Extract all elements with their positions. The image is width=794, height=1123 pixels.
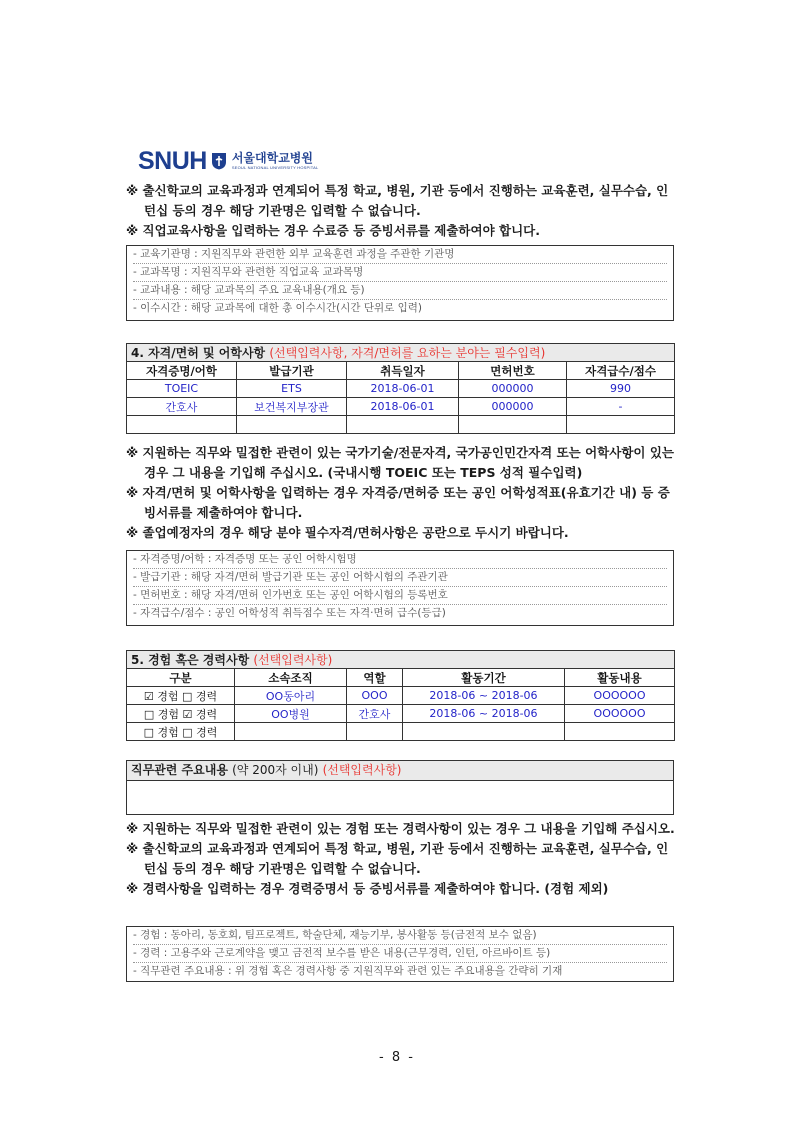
table-row xyxy=(127,398,675,416)
guide-line: - 자격급수/점수 : 공인 어학성적 취득점수 또는 자격·면허 급수(등급) xyxy=(133,604,667,622)
guide-line: - 경력 : 고용주와 근로계약을 맺고 금전적 보수를 받은 내용(근무경력, 인턴, 아르바이트 등) xyxy=(133,944,667,962)
table-cell[interactable]: OOOOOO xyxy=(565,687,675,705)
table-cell[interactable]: - xyxy=(567,398,675,416)
section-title-text: 4. 자격/면허 및 어학사항 xyxy=(131,346,266,360)
duty-content-box xyxy=(126,760,674,815)
note: ※ 직업교육사항을 입력하는 경우 수료증 등 증빙서류를 제출하여야 합니다. xyxy=(126,223,540,238)
table-cell[interactable] xyxy=(459,416,567,434)
guide-line: - 교육기관명 : 지원직무와 관련한 외부 교육훈련 과정을 주관한 기관명 xyxy=(133,248,455,260)
table-cell[interactable]: 2018-06-01 xyxy=(347,380,459,398)
column-header: 면허번호 xyxy=(459,362,567,380)
table-row xyxy=(127,723,675,741)
column-header: 활동내용 xyxy=(565,669,675,687)
column-header: 구분 xyxy=(127,669,235,687)
logo-name-ko: 서울대학교병원 xyxy=(231,151,313,165)
table-cell[interactable]: ETS xyxy=(237,380,347,398)
table-cell[interactable]: OO동아리 xyxy=(235,687,347,705)
guide-line: - 직무관련 주요내용 : 위 경험 혹은 경력사항 중 지원직무와 관련 있는 주요내용을 간략히 기재 xyxy=(133,962,667,980)
guide-line: - 교과내용 : 해당 교과목의 주요 교육내용(개요 등) xyxy=(133,281,667,299)
section-title-note: (선택입력사항) xyxy=(253,653,333,667)
section-title-note: (선택입력사항, 자격/면허를 요하는 분야는 필수입력) xyxy=(269,346,546,360)
column-header: 발급기관 xyxy=(237,362,347,380)
table-cell[interactable]: TOEIC xyxy=(127,380,237,398)
table-cell[interactable]: 000000 xyxy=(459,398,567,416)
table-cell[interactable]: 간호사 xyxy=(347,705,403,723)
duty-note: (선택입력사항) xyxy=(322,763,402,777)
table-cell[interactable] xyxy=(347,723,403,741)
column-header: 역할 xyxy=(347,669,403,687)
note: ※ 졸업예정자의 경우 해당 분야 필수자격/면허사항은 공란으로 두시기 바랍니다. xyxy=(126,525,569,540)
experience-table xyxy=(126,650,675,741)
duty-content-header xyxy=(127,761,673,781)
table-cell[interactable]: 2018-06-01 xyxy=(347,398,459,416)
guide-line: - 교과목명 : 지원직무와 관련한 직업교육 교과목명 xyxy=(133,263,667,281)
type-checkbox-cell[interactable]: □ 경험 □ 경력 xyxy=(127,723,235,741)
note: ※ 자격/면허 및 어학사항을 입력하는 경우 자격증/면허증 또는 공인 어학성적표(유효기간 내) 등 증빙서류를 제출하여야 합니다. xyxy=(126,485,670,520)
table-cell[interactable]: 2018-06 ~ 2018-06 xyxy=(403,687,565,705)
table-cell[interactable]: 보건복지부장관 xyxy=(237,398,347,416)
notes-top xyxy=(126,181,678,241)
type-checkbox-cell[interactable]: □ 경험 ☑ 경력 xyxy=(127,705,235,723)
table-cell[interactable]: OOOOOO xyxy=(565,705,675,723)
page-number: - 8 - xyxy=(379,1050,415,1065)
license-table xyxy=(126,343,675,434)
table-cell[interactable]: OOO xyxy=(347,687,403,705)
table-cell[interactable] xyxy=(237,416,347,434)
table-row xyxy=(127,416,675,434)
table-cell[interactable] xyxy=(565,723,675,741)
guide-line: - 면허번호 : 해당 자격/면허 인가번호 또는 공인 어학시험의 등록번호 xyxy=(133,586,667,604)
table-cell[interactable]: 2018-06 ~ 2018-06 xyxy=(403,705,565,723)
note: ※ 출신학교의 교육과정과 연계되어 특정 학교, 병원, 기관 등에서 진행하는 교육훈련, 실무수습, 인턴십 등의 경우 해당 기관명은 입력할 수 없습니다. xyxy=(126,841,669,876)
table-row xyxy=(127,380,675,398)
notes-mid xyxy=(126,443,678,543)
note: ※ 경력사항을 입력하는 경우 경력증명서 등 증빙서류를 제출하여야 합니다. (경험 제외) xyxy=(126,881,609,896)
table-cell[interactable] xyxy=(235,723,347,741)
section-title-text: 5. 경험 혹은 경력사항 xyxy=(131,653,250,667)
table-row xyxy=(127,705,675,723)
column-header: 활동기간 xyxy=(403,669,565,687)
guide-experience xyxy=(126,926,674,982)
table-cell[interactable]: 990 xyxy=(567,380,675,398)
table-cell[interactable] xyxy=(127,416,237,434)
table-cell[interactable] xyxy=(567,416,675,434)
section-title xyxy=(127,344,675,362)
logo-brand: SNUH xyxy=(138,146,207,175)
guide-education xyxy=(126,245,674,321)
table-cell[interactable] xyxy=(403,723,565,741)
hospital-logo xyxy=(138,145,318,177)
guide-line: - 경험 : 동아리, 동호회, 팀프로젝트, 학술단체, 재능기부, 봉사활동 등(금전적 보수 없음) xyxy=(133,929,537,941)
type-checkbox-cell[interactable]: ☑ 경험 □ 경력 xyxy=(127,687,235,705)
note: ※ 지원하는 직무와 밀접한 관련이 있는 경험 또는 경력사항이 있는 경우 그 내용을 기입해 주십시오. xyxy=(126,821,675,836)
table-cell[interactable]: OO병원 xyxy=(235,705,347,723)
duty-limit: (약 200자 이내) xyxy=(232,763,319,777)
section-title xyxy=(127,651,675,669)
guide-license xyxy=(126,550,674,626)
guide-line: - 이수시간 : 해당 교과목에 대한 총 이수시간(시간 단위로 입력) xyxy=(133,299,667,317)
duty-title: 직무관련 주요내용 xyxy=(131,763,228,777)
shield-icon xyxy=(211,152,227,170)
note: ※ 지원하는 직무와 밀접한 관련이 있는 국가기술/전문자격, 국가공인민간자격 또는 어학사항이 있는 경우 그 내용을 기입해 주십시오. (국내시행 TOEIC 또는 TEPS 성적 필수입력) xyxy=(126,445,674,480)
table-cell[interactable]: 간호사 xyxy=(127,398,237,416)
table-cell[interactable]: 000000 xyxy=(459,380,567,398)
column-header: 자격급수/점수 xyxy=(567,362,675,380)
table-cell[interactable] xyxy=(347,416,459,434)
column-header: 자격증명/어학 xyxy=(127,362,237,380)
guide-line: - 발급기관 : 해당 자격/면허 발급기관 또는 공인 어학시험의 주관기관 xyxy=(133,568,667,586)
logo-name-en: SEOUL NATIONAL UNIVERSITY HOSPITAL xyxy=(231,165,319,170)
guide-line: - 자격증명/어학 : 자격증명 또는 공인 어학시험명 xyxy=(133,553,357,565)
notes-bottom xyxy=(126,819,678,899)
table-row xyxy=(127,687,675,705)
column-header: 취득일자 xyxy=(347,362,459,380)
duty-content-input[interactable] xyxy=(127,781,673,815)
note: ※ 출신학교의 교육과정과 연계되어 특정 학교, 병원, 기관 등에서 진행하는 교육훈련, 실무수습, 인턴십 등의 경우 해당 기관명은 입력할 수 없습니다. xyxy=(126,183,669,218)
column-header: 소속조직 xyxy=(235,669,347,687)
